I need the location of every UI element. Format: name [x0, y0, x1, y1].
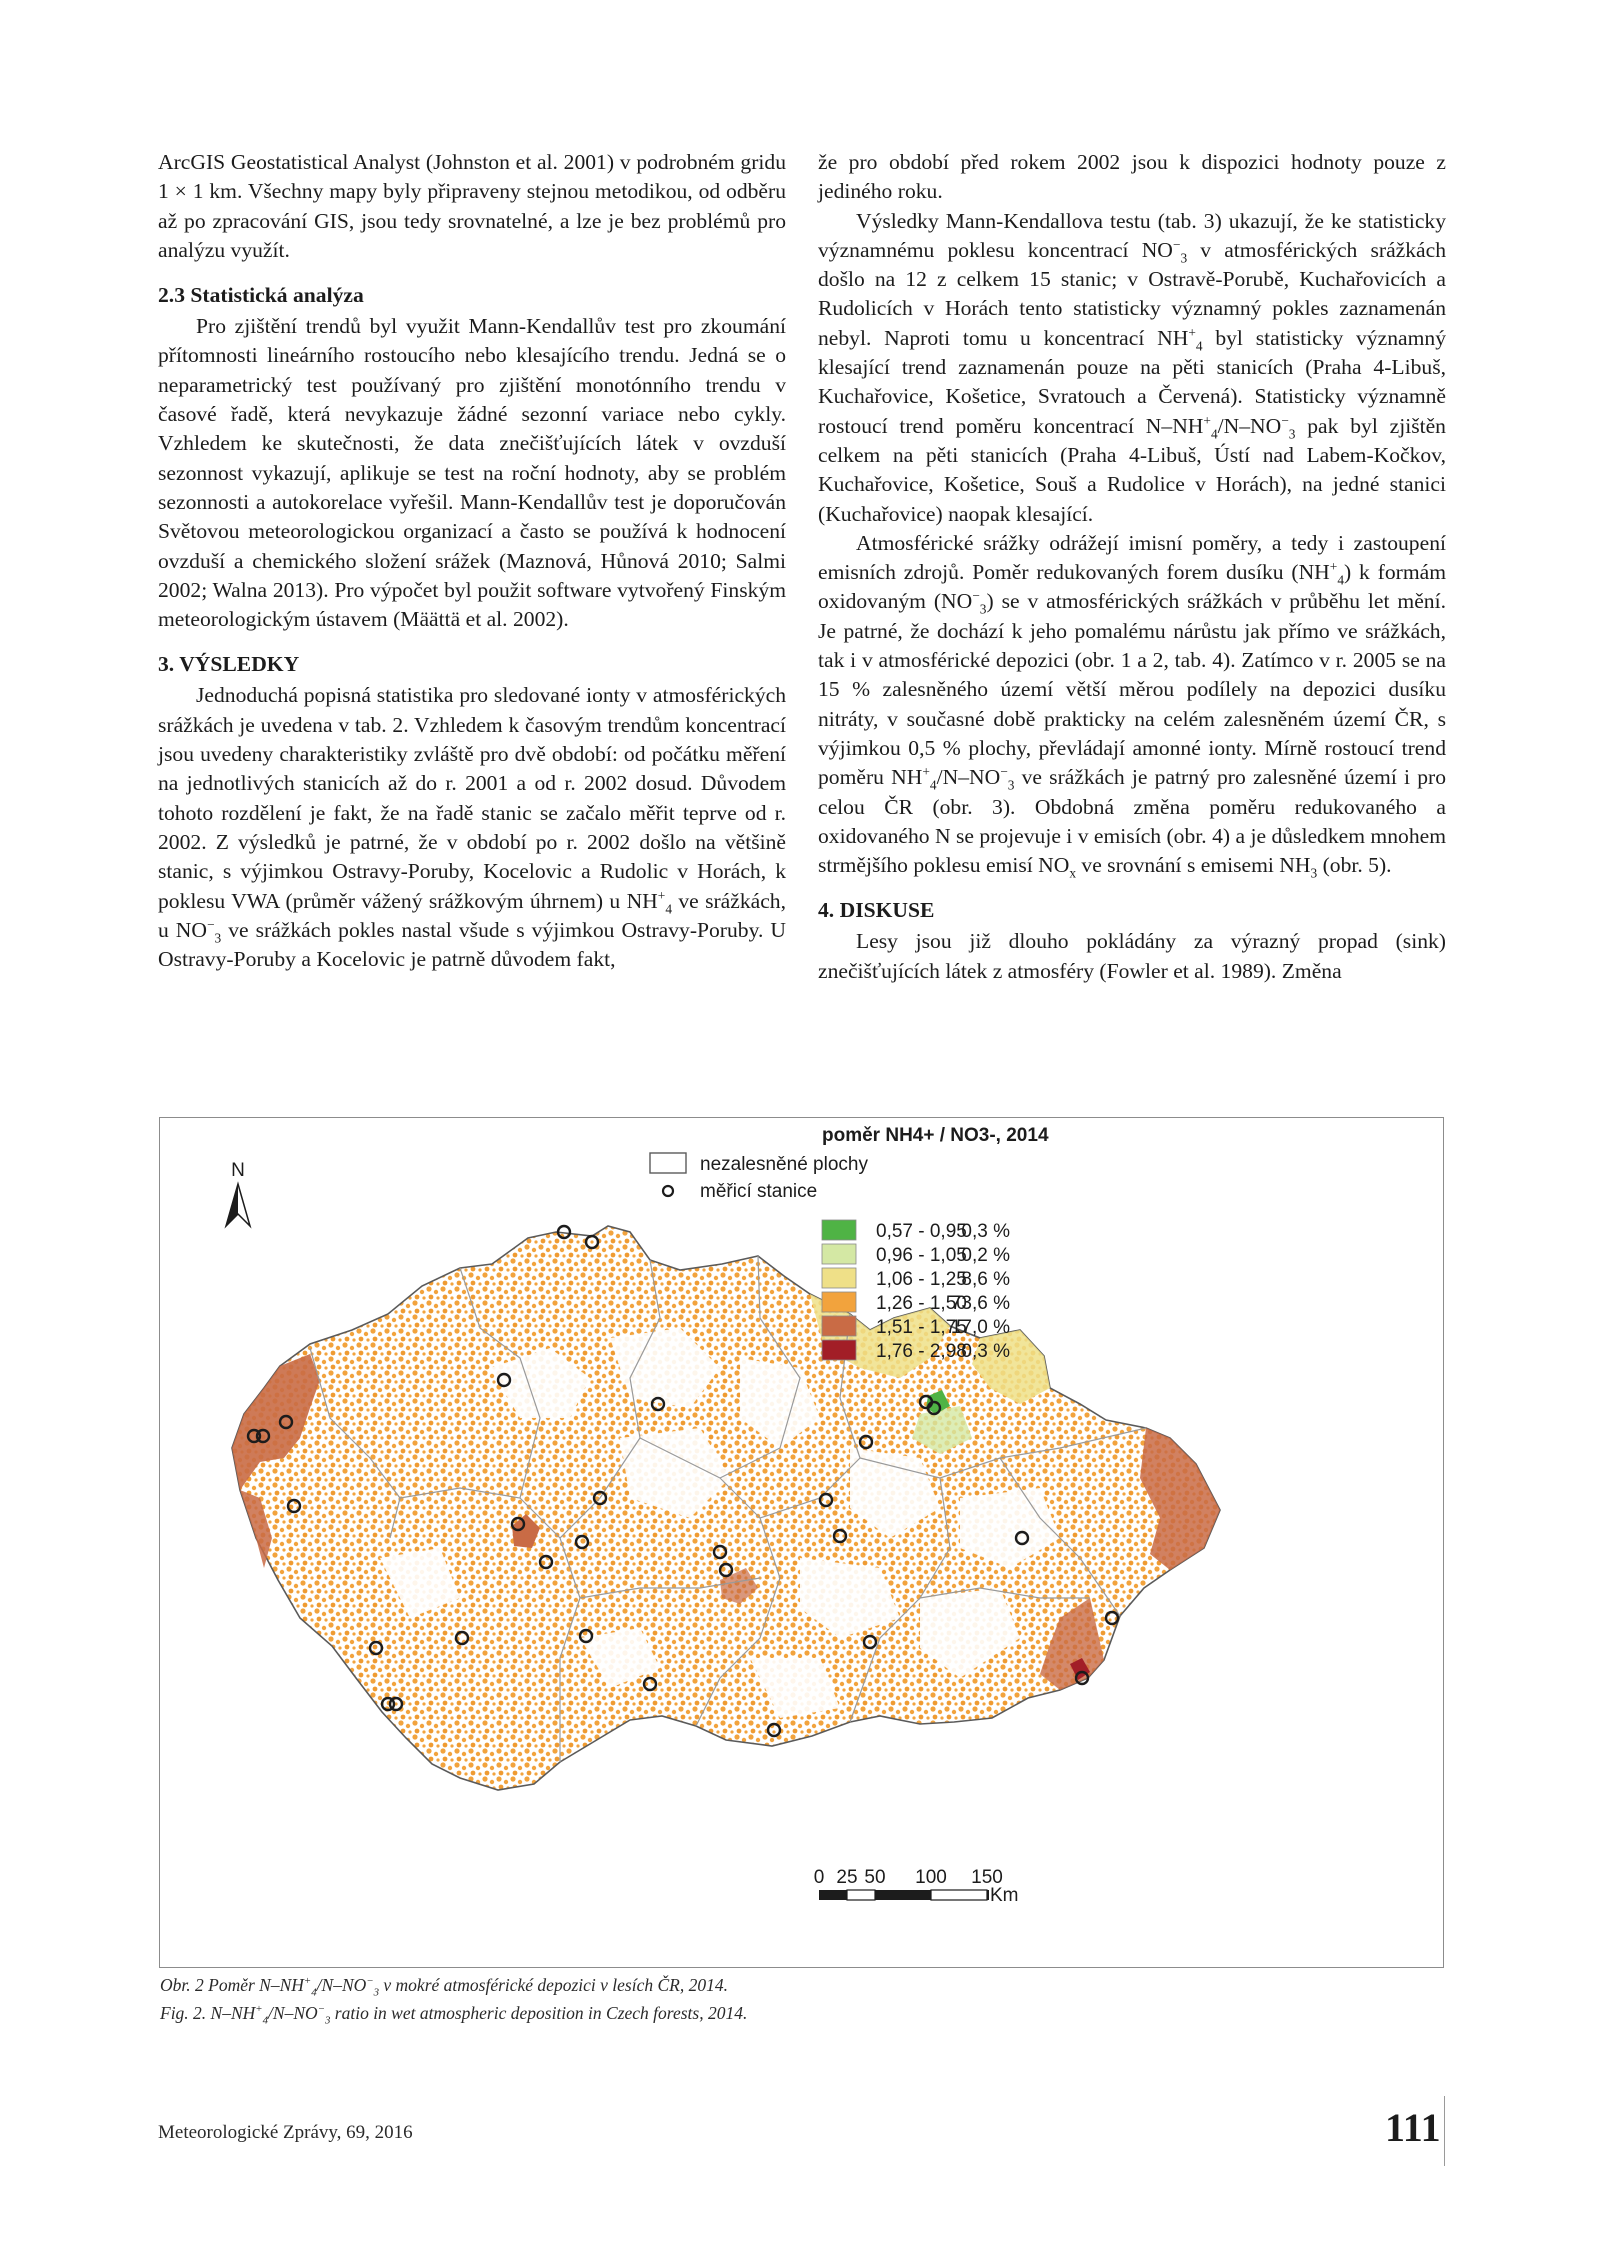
north-arrow-icon [226, 1160, 250, 1226]
scale-tick-label: 150 [971, 1867, 1003, 1888]
legend-class-swatch [822, 1244, 856, 1264]
north-label: N [231, 1160, 245, 1181]
scale-segment [987, 1890, 989, 1900]
figure-caption-english: Fig. 2. $N-NH^+_4/N-NO^-_3$ ratio in wet atmospheric deposition in Czech forests, 2014. [160, 2003, 748, 2027]
ion-nh4: $NH^+_4$ [1157, 324, 1203, 354]
map-svg [160, 1118, 1443, 1967]
text-run: ve srážkách pokles nastal všude s výjimkou Ostravy-Poruby. U Ostravy-Poruby a Kocelovic je patrně důvodem fakt, [158, 917, 786, 972]
legend-classes [822, 1220, 1010, 1362]
ion-nh4: $NH^+_4$ [1298, 558, 1344, 588]
footer-journal: Meteorologické Zprávy, 69, 2016 [158, 2122, 413, 2143]
legend-class-percent: 0,3 % [961, 1221, 1010, 1242]
legend-class-swatch [822, 1220, 856, 1240]
legend-swatch-unforested [650, 1153, 686, 1173]
paragraph: Pro zjištění trendů byl využit Mann-Kendallův test pro zkoumání přítomnosti lineárního rostoucího nebo klesajícího trendu. Jedná se o neparametrický test používaný pro zjištění monotónního trendu v časové řadě, která nevykazuje žádné sezonní variace nebo cykly. Vzhledem ke skutečnosti, že data znečišťujících látek v ovzduší sezonnost vykazují, aplikuje se test na roční hodnoty, aby se problém sezonnosti a autokorelace vyřešil. Mann-Kendallův test je doporučován Světovou meteorologickou organizací a často se používá k hodnocení ovzduší a chemického složení srážek (Maznová, Hůnová 2010; Salmi 2002; Walna 2013). Pro výpočet byl použit software vytvořený Finským meteorologickým ústavem (Määttä et al. 2002). [158, 314, 786, 632]
section-heading-results: 3. VÝSLEDKY [158, 652, 300, 677]
scale-tick-label: 50 [864, 1867, 886, 1888]
paragraph: Atmosférické srážky odrážejí imisní poměry, a tedy i zastoupení emisních zdrojů. Poměr redukovaných forem dusíku $(NH^+_4)$ k formám oxidovaným $(NO^-_3)$ se v atmosférických srážkách v průběhu let mění. Je patrné, že dochází k jeho pomalému nárůstu jak přímo ve srážkách, tak i v atmosférické depozici (obr. 1 a 2, tab. 4). Zatímco v r. 2005 se na 15 % zalesněného území větší měrou podílely na depozici dusíku nitráty, v současné době prakticky na celém zalesněném území ČR, s výjimkou 0,5 % plochy, převládají amonné ionty. Mírně rostoucí trend poměru $NH^+_4/N-NO^-_3$ ve srážkách je patrný pro zalesněné území i pro celou ČR (obr. 3). Obdobná změna poměru redukovaného a oxidovaného N se projevuje i v emisích (obr. 4) a je důsledkem mnohem strmějšího poklesu emisí $NO_x$ ve srovnání s emisemi $NH_3$ (obr. 5). [818, 530, 1447, 881]
paragraph: Lesy jsou již dlouho pokládány za výrazný propad (sink) znečišťujících látek z atmosféry (Fowler et al. 1989). Změna [818, 929, 1446, 983]
region-dark-east [1140, 1428, 1220, 1570]
legend-class-swatch [822, 1316, 856, 1336]
legend-class-swatch [822, 1268, 856, 1288]
paragraph: Výsledky Mann-Kendallova testu (tab. 3) ukazují, že ke statisticky významnému poklesu koncentrací $NO^-_3$ v atmosférických srážkách došlo na 12 z celkem 15 stanic; v Ostravě-Porubě, Kuchařovicích a Rudolicích v Horách tento statisticky významný pokles zaznamenán nebyl. Naproti tomu u koncentrací $NH^+_4$ byl statisticky významný klesající trend zaznamenán pouze na pěti stanicích (Praha 4-Libuš, Kuchařovice, Košetice, Svratouch a Červená). Statisticky významně rostoucí trend poměru koncentrací $N-NH^+_4/N-NO^-_3$ pak byl zjištěn celkem na pěti stanicích (Praha 4-Libuš, Ústí nad Labem-Kočkov, Kuchařovice, Košetice, Souš a Rudolice v Horách), na jedné stanici (Kuchařovice) naopak klesající. [818, 208, 1447, 526]
scale-tick-label: 0 [813, 1867, 825, 1888]
text-run: ve srážkách, u [158, 888, 786, 942]
legend-label-stations: měřicí stanice [700, 1181, 818, 1202]
scale-segment [875, 1890, 931, 1900]
scale-segment [847, 1890, 875, 1900]
section-heading-statistics: 2.3 Statistická analýza [158, 283, 364, 308]
page-number: 111 [1385, 2105, 1441, 2150]
legend-class-range: 1,26 - 1,50 [876, 1293, 967, 1314]
legend-title: poměr NH4+ / NO3-, 2014 [822, 1125, 1049, 1146]
scale-tick-label: 100 [915, 1867, 947, 1888]
paragraph: ArcGIS Geostatistical Analyst (Johnston et al. 2001) v podrobném gridu 1 × 1 km. Všechny mapy byly připraveny stejnou metodikou, od odběru až po zpracování GIS, jsou tedy srovnatelné, a lze je bez problémů pro analýzu využít. [158, 150, 786, 262]
czech-republic-territory [232, 1226, 1220, 1790]
ion-nh4: $NH^+_4$ [626, 887, 672, 916]
scale-tick-labels [814, 1867, 1003, 1888]
legend-label-unforested: nezalesněné plochy [700, 1154, 868, 1175]
legend-class-range: 1,76 - 2,98 [876, 1341, 967, 1362]
legend-class-range: 1,51 - 1,75 [876, 1317, 967, 1338]
right-column [818, 148, 1446, 986]
ion-nh4: $NH^+_4$ [891, 764, 937, 793]
paragraph [158, 681, 786, 974]
legend-class-percent: 73,6 % [950, 1293, 1010, 1314]
legend-class-swatch [822, 1292, 856, 1312]
scale-unit: Km [990, 1885, 1019, 1906]
ion-no3: $NO^-_3$ [175, 916, 222, 946]
scale-segment [931, 1890, 987, 1900]
legend-class-percent: 8,6 % [961, 1269, 1010, 1290]
map-figure [159, 1117, 1444, 1968]
ion-no3: $NO^-_3$ [1141, 236, 1188, 266]
scale-segment [819, 1890, 847, 1900]
left-column [158, 148, 786, 974]
legend-class-percent: 17,0 % [950, 1317, 1010, 1338]
text-run: Jednoduchá popisná statistika pro sledované ionty v atmosférických srážkách je uvedena v tab. 2. Vzhledem k časovým trendům koncentrací jsou uvedeny charakteristiky zvláště pro dvě období: od počátku měření na jednotlivých stanicích až do r. 2001 a od r. 2002 dosud. Důvodem tohoto rozdělení je fakt, že na řadě stanic se začalo měřit teprve od r. 2002. Z výsledků je patrné, že v období po r. 2002 došlo na většině stanic, s výjimkou Ostravy-Poruby, Kocelovic a Rudolic v Horách, k poklesu VWA (průměr vážený srážkovým úhrnem) u [158, 683, 786, 913]
ion-no3: $NO^-_3$ [941, 588, 987, 617]
legend-class-percent: 0,2 % [961, 1245, 1010, 1266]
legend-class-swatch [822, 1340, 856, 1360]
ion-no3: $NO^-_3$ [1250, 412, 1296, 441]
section-heading-discussion: 4. DISKUSE [818, 898, 935, 923]
ion-no3: $NO^-_3$ [968, 764, 1015, 793]
ion-nh4: $NH^+_4$ [1172, 412, 1218, 441]
paragraph: že pro období před rokem 2002 jsou k dispozici hodnoty pouze z jediného roku. [818, 150, 1446, 204]
legend-class-range: 0,57 - 0,95 [876, 1221, 967, 1242]
scale-tick-label: 25 [836, 1867, 858, 1888]
legend-class-range: 1,06 - 1,25 [876, 1269, 967, 1290]
footer-divider [1444, 2096, 1445, 2166]
figure-caption-czech: Obr. 2 Poměr $N-NH^+_4/N-NO^-_3$ v mokré atmosférické depozici v lesích ČR, 2014. [160, 1975, 728, 1999]
legend-station-icon [663, 1186, 673, 1196]
legend-class-range: 0,96 - 1,05 [876, 1245, 967, 1266]
legend-class-percent: 0,3 % [961, 1341, 1010, 1362]
scale-bar [814, 1867, 1019, 1906]
